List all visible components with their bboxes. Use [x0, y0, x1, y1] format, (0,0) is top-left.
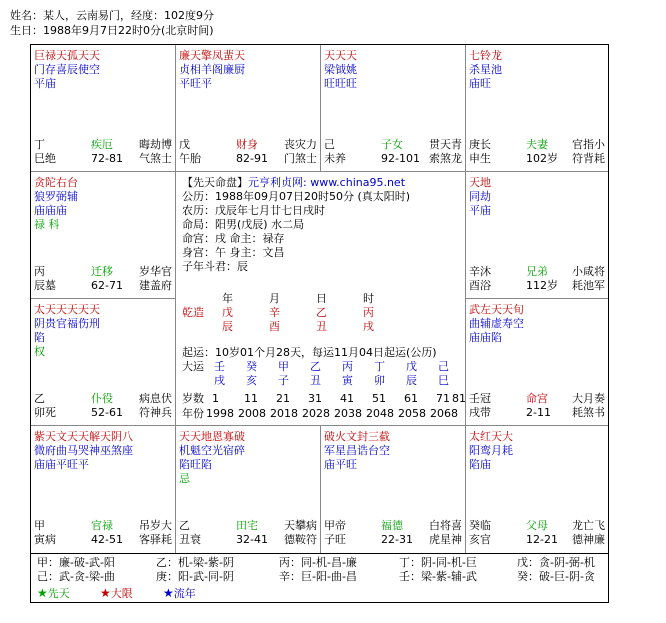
palace-god-bottom: 德神廉 — [572, 533, 605, 546]
chart-grid — [30, 44, 609, 554]
palace-1[interactable] — [176, 45, 321, 172]
star-text: 旺旺旺 — [324, 77, 357, 90]
palace-branch: 巳绝 — [34, 152, 56, 165]
palace-stem: 壬冠 — [469, 392, 491, 405]
dayun-year: 2038 — [334, 407, 362, 420]
dayun-branch: 卯 — [374, 374, 385, 387]
ming-ju: 命局：阳男(戊辰) 水二局 — [182, 218, 305, 231]
lunar-date: 农历：戊辰年七月廿七日戌时 — [182, 204, 325, 217]
palace-7[interactable] — [466, 299, 608, 426]
star-text: 庙庙平旺平 — [34, 458, 89, 471]
dayun-year: 1998 — [206, 407, 234, 420]
dayun-age: 31 — [308, 392, 322, 405]
palace-stars — [469, 303, 524, 345]
shen-gong: 身宫：午 身主：文昌 — [182, 246, 285, 259]
palace-god-top: 岁华官 — [139, 265, 172, 278]
star-text: 门存喜辰使空 — [34, 63, 100, 76]
palace-stem: 癸临 — [469, 519, 491, 532]
qianzao-label: 乾造 — [182, 306, 204, 319]
star-text: 太天天天天天 — [34, 303, 100, 316]
palace-branch: 亥官 — [469, 533, 491, 546]
pillar-branch: 酉 — [269, 320, 280, 333]
star-text: 狼罗弼辅 — [34, 190, 78, 203]
palace-god-bottom: 虎星神 — [429, 533, 462, 546]
palace-2[interactable] — [321, 45, 466, 172]
palace-god-bottom: 符背耗 — [572, 152, 605, 165]
sihua-entry: 己：武-贪-梁-曲 — [37, 570, 115, 583]
qiyun-line: 起运：10岁01个月28天，每运11月04日起运(公历) — [182, 346, 437, 359]
palace-stem: 乙 — [34, 392, 45, 405]
dayun-branch: 丑 — [310, 374, 321, 387]
star-text: 同劫 — [469, 190, 491, 203]
sihua-entry: 戊：贪-阴-弼-机 — [517, 556, 595, 569]
palace-stem: 乙 — [179, 519, 190, 532]
palace-branch: 丑衰 — [179, 533, 201, 546]
star-text: 庙旺 — [469, 77, 491, 90]
star-text: 巨禄天孤天天 — [34, 49, 100, 62]
palace-name: 疾厄 — [91, 138, 113, 151]
star-icon: ★ — [163, 586, 174, 600]
palace-range: 72-81 — [91, 152, 123, 165]
legend-label: 大限 — [110, 587, 133, 600]
star-text: 太红天大 — [469, 430, 513, 443]
dayun-label: 大运 — [182, 360, 204, 373]
sihua-entry: 庚：阳-武-同-阴 — [156, 570, 234, 583]
dayun-stem: 丙 — [342, 360, 353, 373]
sihua-entry: 乙：机-梁-紫-阴 — [156, 556, 234, 569]
palace-stem: 庚长 — [469, 138, 491, 151]
palace-god-top: 龙亡飞 — [572, 519, 605, 532]
star-text: 庙庙庙 — [34, 204, 67, 217]
star-text: 紫天文天天解天阴八 — [34, 430, 133, 443]
star-text: 天地 — [469, 176, 491, 189]
sihua-entry: 丁：阴-同-机-巨 — [399, 556, 477, 569]
palace-branch: 申生 — [469, 152, 491, 165]
palace-stem: 辛沐 — [469, 265, 491, 278]
star-text: 阴贵官福伤刑 — [34, 317, 100, 330]
palace-9[interactable] — [176, 426, 321, 553]
palace-3[interactable] — [466, 45, 608, 172]
palace-range: 92-101 — [381, 152, 420, 165]
palace-stars — [469, 430, 513, 472]
star-text: 陷 — [34, 331, 45, 344]
legend-label: 流年 — [173, 587, 196, 600]
star-text: 廉天擎凤蜚天 — [179, 49, 245, 62]
dayun-age: 41 — [340, 392, 354, 405]
star-text: 七铃龙 — [469, 49, 502, 62]
palace-name: 迁移 — [91, 265, 113, 278]
palace-name: 田宅 — [236, 519, 258, 532]
palace-branch: 寅病 — [34, 533, 56, 546]
palace-stem: 丙 — [34, 265, 45, 278]
star-text: 平旺平 — [179, 77, 212, 90]
star-text: 庙平旺 — [324, 458, 357, 471]
palace-god-top: 病息伏 — [139, 392, 172, 405]
legend-item — [163, 586, 196, 601]
star-text: 阳鸾月耗 — [469, 444, 513, 457]
palace-god-top: 官指小 — [572, 138, 605, 151]
palace-god-top: 晦劫博 — [139, 138, 172, 151]
star-text: 天天地恩寡破 — [179, 430, 245, 443]
dayun-stem: 甲 — [278, 360, 289, 373]
sihua-footer — [30, 553, 609, 603]
dou-jun: 子年斗君：辰 — [182, 260, 248, 273]
star-text: 陷旺陷 — [179, 458, 212, 471]
star-text: 武左天天旬 — [469, 303, 524, 316]
age-label: 岁数 — [182, 392, 204, 405]
legend-item — [100, 586, 133, 601]
palace-god-bottom: 德鞍符 — [284, 533, 317, 546]
dayun-branch: 巳 — [438, 374, 449, 387]
palace-name: 兄弟 — [526, 265, 548, 278]
palace-name: 官禄 — [91, 519, 113, 532]
sihua-entry: 辛：巨-阳-曲-昌 — [279, 570, 357, 583]
palace-god-bottom: 耗煞书 — [572, 406, 605, 419]
header-name-line: 姓名：某人，云南易门，经度：102度9分 — [10, 9, 214, 22]
dayun-branch: 戌 — [214, 374, 225, 387]
star-text: 陷庙 — [469, 458, 491, 471]
palace-stars — [34, 303, 100, 359]
star-text: 权 — [34, 345, 45, 358]
palace-stem: 己 — [324, 138, 335, 151]
palace-range: 112岁 — [526, 279, 558, 292]
palace-stem: 戊 — [179, 138, 190, 151]
palace-name: 福德 — [381, 519, 403, 532]
star-icon: ★ — [37, 586, 48, 600]
dayun-age: 11 — [244, 392, 258, 405]
dayun-year: 2068 — [430, 407, 458, 420]
palace-range: 82-91 — [236, 152, 268, 165]
dayun-stem: 己 — [438, 360, 449, 373]
palace-branch: 戌带 — [469, 406, 491, 419]
palace-range: 12-21 — [526, 533, 558, 546]
dayun-stem: 戊 — [406, 360, 417, 373]
dayun-branch: 辰 — [406, 374, 417, 387]
star-text: 天天天 — [324, 49, 357, 62]
palace-stars — [34, 430, 133, 472]
palace-branch: 辰墓 — [34, 279, 56, 292]
pillar-stem: 辛 — [269, 306, 280, 319]
pillar-stem: 丙 — [363, 306, 374, 319]
legend-label: 先天 — [47, 587, 70, 600]
star-text: 破火文封三截 — [324, 430, 390, 443]
palace-god-bottom: 客驿耗 — [139, 533, 172, 546]
palace-range: 62-71 — [91, 279, 123, 292]
palace-god-top: 贯天青 — [429, 138, 462, 151]
palace-name: 财身 — [236, 138, 258, 151]
sihua-entry: 甲：廉-破-武-阳 — [37, 556, 115, 569]
pillar-branch: 戌 — [363, 320, 374, 333]
star-text: 禄 科 — [34, 218, 60, 231]
palace-god-bottom: 门煞士 — [284, 152, 317, 165]
palace-branch: 卯死 — [34, 406, 56, 419]
star-text: 贞相羊阁廉厨 — [179, 63, 245, 76]
palace-stars — [469, 49, 502, 91]
palace-10[interactable] — [321, 426, 466, 553]
star-text: 机魁空光宿碎 — [179, 444, 245, 457]
palace-branch: 酉浴 — [469, 279, 491, 292]
palace-5[interactable] — [466, 172, 608, 299]
palace-range: 2-11 — [526, 406, 551, 419]
palace-stars — [34, 176, 78, 232]
sihua-entry: 丙：同-机-昌-廉 — [279, 556, 357, 569]
palace-god-top: 大月奏 — [572, 392, 605, 405]
palace-god-bottom: 建盖府 — [139, 279, 172, 292]
palace-god-top: 吊岁大 — [139, 519, 172, 532]
sihua-entry: 壬：梁-紫-辅-武 — [399, 570, 477, 583]
palace-stem: 甲帝 — [324, 519, 346, 532]
palace-god-top: 白将喜 — [429, 519, 462, 532]
pillar-head: 年 — [222, 292, 233, 305]
dayun-year: 2018 — [270, 407, 298, 420]
dayun-year: 2058 — [398, 407, 426, 420]
palace-stars — [324, 49, 357, 91]
dayun-age: 21 — [276, 392, 290, 405]
dayun-year: 2008 — [238, 407, 266, 420]
palace-branch: 子旺 — [324, 533, 346, 546]
palace-name: 夫妻 — [526, 138, 548, 151]
palace-stars — [324, 430, 390, 472]
dayun-age: 51 — [372, 392, 386, 405]
palace-god-top: 丧灾力 — [284, 138, 317, 151]
palace-4[interactable] — [31, 172, 176, 299]
palace-name: 命宫 — [526, 392, 548, 405]
star-text: 曲辅虚寿空 — [469, 317, 524, 330]
palace-range: 22-31 — [381, 533, 413, 546]
palace-stars — [34, 49, 100, 91]
pillar-stem: 乙 — [316, 306, 327, 319]
palace-god-bottom: 气煞士 — [139, 152, 172, 165]
dayun-age: 71 — [436, 392, 450, 405]
pillar-head: 日 — [316, 292, 327, 305]
palace-name: 父母 — [526, 519, 548, 532]
palace-range: 42-51 — [91, 533, 123, 546]
star-icon: ★ — [100, 586, 111, 600]
palace-god-bottom: 符神兵 — [139, 406, 172, 419]
solar-date: 公历：1988年09月07日20时50分 (真太阳时) — [182, 190, 411, 203]
star-text: 军星昌诰台空 — [324, 444, 390, 457]
palace-stem: 甲 — [34, 519, 45, 532]
palace-god-top: 天攀病 — [284, 519, 317, 532]
palace-range: 102岁 — [526, 152, 558, 165]
dayun-year: 2048 — [366, 407, 394, 420]
palace-stars — [179, 430, 245, 486]
dayun-branch: 亥 — [246, 374, 257, 387]
palace-god-top: 小咸将 — [572, 265, 605, 278]
star-text: 贪陀右台 — [34, 176, 78, 189]
palace-branch: 未养 — [324, 152, 346, 165]
star-text: 微府曲马哭神巫煞座 — [34, 444, 133, 457]
pillar-branch: 丑 — [316, 320, 327, 333]
palace-11[interactable] — [466, 426, 608, 553]
pillar-stem: 戊 — [222, 306, 233, 319]
header-birth-line: 生日：1988年9月7日22时0分(北京时间) — [10, 24, 214, 37]
dayun-age: 61 — [404, 392, 418, 405]
ming-gong: 命宫：戌 命主：禄存 — [182, 232, 285, 245]
palace-range: 32-41 — [236, 533, 268, 546]
center-panel — [176, 172, 466, 426]
palace-god-bottom: 耗池军 — [572, 279, 605, 292]
year-label: 年份 — [182, 407, 204, 420]
dayun-stem: 癸 — [246, 360, 257, 373]
star-text: 忌 — [179, 472, 190, 485]
pillar-head: 时 — [363, 292, 374, 305]
star-text: 平庙 — [469, 204, 491, 217]
dayun-branch: 寅 — [342, 374, 353, 387]
star-text: 庙庙陷 — [469, 331, 502, 344]
legend-item — [37, 586, 70, 601]
palace-stars — [179, 49, 245, 91]
center-title: 【先天命盘】元亨利贞网: www.china95.net — [182, 176, 406, 189]
palace-8[interactable] — [31, 426, 176, 553]
sihua-entry: 癸：破-巨-阴-贪 — [517, 570, 595, 583]
dayun-age: 81 — [452, 392, 466, 405]
palace-god-bottom: 索煞龙 — [429, 152, 462, 165]
pillar-branch: 辰 — [222, 320, 233, 333]
palace-stem: 丁 — [34, 138, 45, 151]
palace-name: 子女 — [381, 138, 403, 151]
star-text: 平庙 — [34, 77, 56, 90]
dayun-year: 2028 — [302, 407, 330, 420]
palace-6[interactable] — [31, 299, 176, 426]
dayun-branch: 子 — [278, 374, 289, 387]
site-link[interactable]: 元亨利贞网: www.china95.net — [248, 176, 406, 189]
dayun-stem: 乙 — [310, 360, 321, 373]
dayun-stem: 丁 — [374, 360, 385, 373]
palace-stars — [469, 176, 491, 218]
pillar-head: 月 — [269, 292, 280, 305]
palace-0[interactable] — [31, 45, 176, 172]
palace-branch: 午胎 — [179, 152, 201, 165]
palace-name: 仆役 — [91, 392, 113, 405]
palace-range: 52-61 — [91, 406, 123, 419]
star-text: 梁钺姚 — [324, 63, 357, 76]
dayun-stem: 壬 — [214, 360, 225, 373]
dayun-age: 1 — [212, 392, 219, 405]
star-text: 杀星池 — [469, 63, 502, 76]
